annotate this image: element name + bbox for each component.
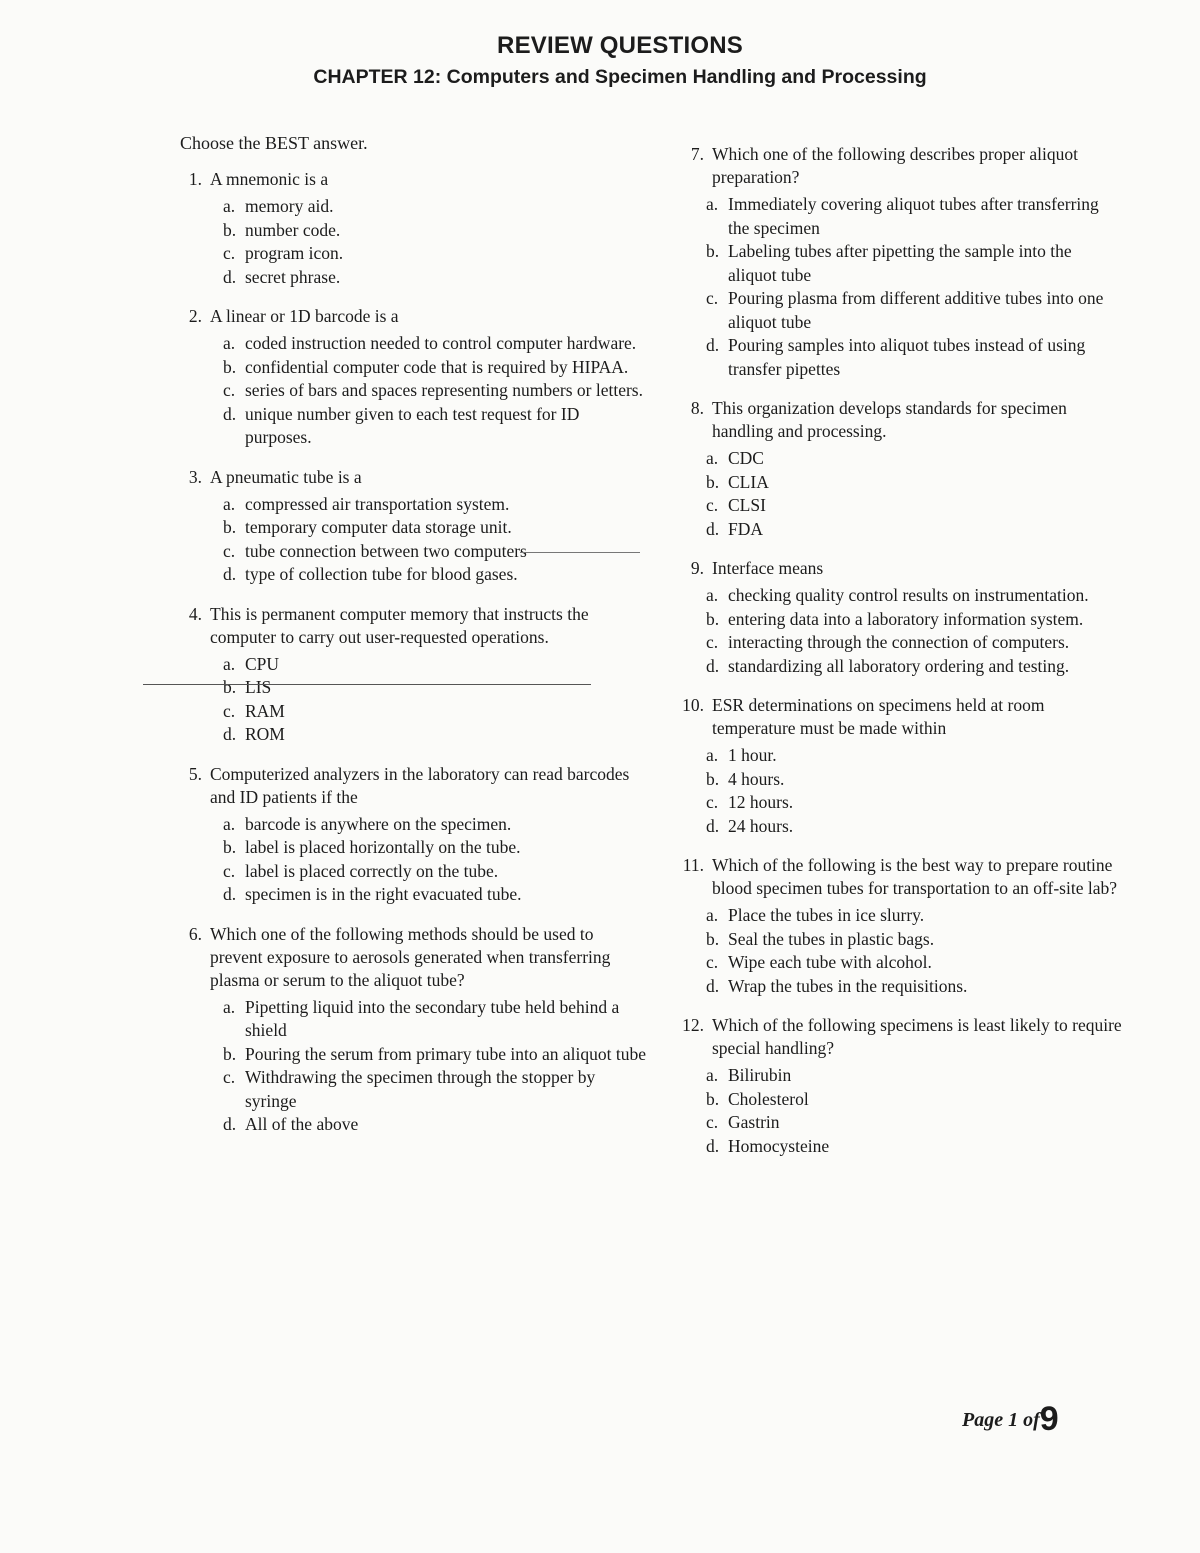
option-letter: b. — [223, 517, 237, 537]
question-6 — [178, 923, 648, 1137]
option-text: Pipetting liquid into the secondary tube held behind a shield — [245, 996, 620, 1040]
answer-option — [223, 653, 648, 677]
option-letter: b. — [706, 768, 720, 789]
question-stem — [672, 1014, 1122, 1060]
option-letter: c. — [223, 540, 236, 561]
answer-option — [706, 1135, 1122, 1159]
question-number: 3. — [188, 466, 202, 487]
option-letter: c. — [706, 1112, 719, 1132]
page-title: REVIEW QUESTIONS — [497, 32, 743, 59]
question-7 — [672, 143, 1122, 381]
option-text: temporary computer data storage unit. — [245, 517, 512, 537]
option-letter: a. — [223, 813, 236, 834]
option-letter: a. — [223, 996, 236, 1017]
answer-options — [672, 447, 1122, 541]
answer-option — [223, 1066, 648, 1113]
option-text: CLSI — [728, 495, 766, 515]
option-letter: d. — [223, 1114, 237, 1134]
option-text: barcode is anywhere on the specimen. — [245, 813, 512, 834]
question-stem — [672, 397, 1122, 443]
answer-option — [223, 883, 648, 907]
question-number: 11. — [682, 855, 704, 875]
answer-option — [223, 379, 648, 403]
option-letter: c. — [706, 792, 719, 812]
answer-option — [223, 676, 648, 700]
answer-option — [706, 1088, 1122, 1112]
option-text: Immediately covering aliquot tubes after transferring the specimen — [728, 194, 1099, 238]
question-text: Computerized analyzers in the laboratory can read barcodes and ID patients if the — [210, 763, 630, 807]
option-text: coded instruction needed to control computer hardware. — [245, 333, 637, 353]
option-letter: d. — [223, 403, 237, 424]
option-letter: a. — [223, 493, 236, 514]
answer-options — [672, 744, 1122, 838]
option-text: program icon. — [245, 243, 344, 263]
option-letter: a. — [706, 1065, 719, 1085]
option-letter: a. — [706, 585, 719, 605]
question-number: 2. — [188, 306, 202, 326]
question-stem — [178, 603, 648, 649]
answer-option — [223, 242, 648, 266]
question-8 — [672, 397, 1122, 541]
option-letter: a. — [223, 196, 236, 216]
answer-option — [706, 1111, 1122, 1135]
option-text: unique number given to each test request for ID purposes. — [245, 403, 580, 447]
option-text: ROM — [245, 724, 285, 744]
question-text: Which one of the following describes proper aliquot preparation? — [712, 144, 1078, 187]
question-number: 1. — [188, 169, 202, 189]
option-letter: a. — [223, 333, 236, 353]
chapter-subtitle: CHAPTER 12: Computers and Specimen Handling and Processing — [313, 66, 927, 88]
answer-option — [223, 700, 648, 724]
option-letter: b. — [223, 1043, 237, 1064]
option-text: entering data into a laboratory information system. — [728, 608, 1084, 629]
question-1 — [178, 168, 648, 289]
option-text: compressed air transportation system. — [245, 493, 510, 514]
option-letter: c. — [223, 380, 236, 400]
option-text: specimen is in the right evacuated tube. — [245, 884, 522, 904]
answer-option — [706, 494, 1122, 518]
answer-option — [223, 563, 648, 587]
answer-option — [223, 1113, 648, 1137]
option-text: Gastrin — [728, 1112, 780, 1132]
answer-options — [672, 193, 1122, 381]
answer-options — [178, 996, 648, 1137]
question-2 — [178, 305, 648, 450]
option-text: FDA — [728, 518, 764, 539]
page-number — [962, 1396, 1059, 1438]
option-text: Pouring the serum from primary tube into an aliquot tube — [245, 1043, 646, 1064]
answer-option — [223, 219, 648, 243]
option-text: 12 hours. — [728, 792, 794, 812]
answer-option — [706, 951, 1122, 975]
option-text: Pouring plasma from different additive tubes into one aliquot tube — [728, 288, 1104, 332]
answer-options — [672, 584, 1122, 678]
answer-option — [223, 1043, 648, 1067]
answer-options — [178, 332, 648, 450]
option-letter: a. — [706, 905, 719, 925]
option-letter: a. — [706, 448, 719, 468]
option-letter: d. — [706, 815, 720, 836]
option-letter: d. — [706, 975, 720, 996]
option-letter: c. — [223, 243, 236, 263]
option-text: standardizing all laboratory ordering and testing. — [728, 655, 1070, 676]
question-text: Interface means — [712, 558, 824, 578]
option-text: Labeling tubes after pipetting the sample into the aliquot tube — [728, 241, 1072, 285]
answer-option — [706, 975, 1122, 999]
question-number: 9. — [690, 558, 704, 578]
answer-options — [178, 195, 648, 289]
question-stem — [672, 854, 1122, 900]
option-letter: b. — [223, 219, 237, 240]
option-text: type of collection tube for blood gases. — [245, 564, 518, 584]
question-4 — [178, 603, 648, 747]
option-letter: d. — [706, 335, 720, 355]
option-text: memory aid. — [245, 196, 334, 216]
answer-option — [223, 332, 648, 356]
answer-option — [223, 996, 648, 1043]
question-9 — [672, 557, 1122, 678]
question-text: A mnemonic is a — [210, 169, 329, 189]
question-number: 4. — [188, 603, 202, 624]
question-text: ESR determinations on specimens held at room temperature must be made within — [712, 695, 1045, 738]
answer-options — [178, 813, 648, 907]
option-letter: c. — [223, 860, 236, 881]
answer-option — [706, 193, 1122, 240]
answer-option — [706, 791, 1122, 815]
separator-rule — [143, 684, 591, 685]
question-number: 8. — [690, 398, 704, 418]
option-letter: b. — [706, 471, 720, 492]
short-rule — [520, 552, 640, 553]
option-text: 24 hours. — [728, 815, 794, 836]
answer-option — [706, 287, 1122, 334]
option-text: RAM — [245, 700, 285, 721]
answer-option — [706, 584, 1122, 608]
answer-option — [223, 403, 648, 450]
option-letter: b. — [223, 837, 237, 857]
answer-option — [223, 356, 648, 380]
option-text: interacting through the connection of computers. — [728, 632, 1070, 652]
answer-option — [706, 471, 1122, 495]
option-text: LIS — [245, 677, 272, 697]
option-letter: b. — [706, 928, 720, 949]
option-letter: c. — [223, 700, 236, 721]
question-number: 10. — [682, 695, 704, 715]
option-text: CPU — [245, 653, 280, 674]
question-12 — [672, 1014, 1122, 1158]
option-text: Withdrawing the specimen through the stopper by syringe — [245, 1067, 596, 1111]
option-text: number code. — [245, 219, 341, 240]
question-stem — [178, 168, 648, 191]
answer-option — [706, 447, 1122, 471]
question-text: This is permanent computer memory that instructs the computer to carry out user-requested operations. — [210, 603, 589, 647]
answer-option — [223, 860, 648, 884]
page-label: Page 1 of — [962, 1409, 1040, 1431]
question-number: 12. — [682, 1015, 704, 1035]
question-11 — [672, 854, 1122, 998]
question-number: 5. — [188, 763, 202, 784]
question-text: Which one of the following methods should be used to prevent exposure to aerosols generated when transferring plasma or serum to the aliquot tube? — [210, 923, 611, 990]
option-letter: d. — [223, 564, 237, 584]
answer-option — [223, 723, 648, 747]
option-letter: b. — [706, 241, 720, 261]
option-letter: a. — [223, 653, 236, 674]
question-text: This organization develops standards for specimen handling and processing. — [712, 398, 1067, 441]
answer-option — [706, 904, 1122, 928]
option-text: series of bars and spaces representing numbers or letters. — [245, 380, 643, 400]
question-stem — [672, 557, 1122, 580]
question-3 — [178, 466, 648, 587]
option-text: CLIA — [728, 471, 769, 492]
option-text: Cholesterol — [728, 1088, 809, 1109]
answer-option — [223, 516, 648, 540]
option-letter: a. — [706, 745, 719, 765]
answer-option — [223, 493, 648, 517]
question-stem — [672, 694, 1122, 740]
answer-option — [223, 836, 648, 860]
answer-option — [706, 655, 1122, 679]
question-text: Which of the following is the best way to prepare routine blood specimen tubes for transportation to an off-site lab? — [712, 855, 1117, 898]
option-letter: c. — [223, 1067, 236, 1087]
option-letter: d. — [223, 724, 237, 744]
option-letter: d. — [706, 655, 720, 676]
option-text: checking quality control results on instrumentation. — [728, 585, 1089, 605]
option-text: label is placed correctly on the tube. — [245, 860, 499, 881]
right-column — [672, 143, 1122, 1174]
option-letter: c. — [706, 632, 719, 652]
option-letter: d. — [706, 518, 720, 539]
answer-option — [223, 266, 648, 290]
answer-option — [706, 240, 1122, 287]
option-letter: b. — [706, 1088, 720, 1109]
answer-option — [706, 334, 1122, 381]
option-text: confidential computer code that is required by HIPAA. — [245, 356, 629, 377]
answer-option — [706, 928, 1122, 952]
option-letter: b. — [223, 356, 237, 377]
answer-option — [706, 631, 1122, 655]
question-number: 7. — [690, 144, 704, 164]
answer-option — [706, 744, 1122, 768]
left-column — [178, 133, 648, 1153]
question-text: A pneumatic tube is a — [210, 466, 362, 487]
option-text: Pouring samples into aliquot tubes instead of using transfer pipettes — [728, 335, 1086, 379]
option-text: secret phrase. — [245, 266, 341, 287]
answer-option — [706, 518, 1122, 542]
question-stem — [672, 143, 1122, 189]
answer-options — [178, 653, 648, 747]
option-letter: d. — [706, 1135, 720, 1156]
answer-options — [672, 904, 1122, 998]
answer-option — [706, 608, 1122, 632]
answer-option — [706, 815, 1122, 839]
answer-option — [223, 195, 648, 219]
answer-options — [178, 493, 648, 587]
option-text: Bilirubin — [728, 1065, 792, 1085]
option-letter: a. — [706, 194, 719, 214]
question-stem — [178, 763, 648, 809]
option-text: Place the tubes in ice slurry. — [728, 905, 925, 925]
option-text: CDC — [728, 448, 764, 468]
option-letter: b. — [706, 608, 720, 629]
option-text: 1 hour. — [728, 745, 777, 765]
option-text: label is placed horizontally on the tube. — [245, 837, 521, 857]
answer-option — [706, 768, 1122, 792]
question-text: Which of the following specimens is least likely to require special handling? — [712, 1015, 1122, 1058]
option-text: 4 hours. — [728, 768, 785, 789]
instructions: Choose the BEST answer. — [180, 133, 368, 153]
option-letter: c. — [706, 952, 719, 972]
option-text: Seal the tubes in plastic bags. — [728, 928, 935, 949]
question-5 — [178, 763, 648, 907]
option-text: tube connection between two computers — [245, 540, 527, 561]
option-letter: c. — [706, 288, 719, 308]
page-total: 9 — [1039, 1400, 1059, 1438]
question-stem — [178, 305, 648, 328]
answer-options — [672, 1064, 1122, 1158]
option-text: All of the above — [245, 1114, 359, 1134]
option-text: Homocysteine — [728, 1135, 830, 1156]
option-letter: d. — [223, 266, 237, 287]
option-letter: b. — [223, 677, 237, 697]
answer-option — [706, 1064, 1122, 1088]
question-stem — [178, 923, 648, 992]
option-letter: d. — [223, 884, 237, 904]
question-10 — [672, 694, 1122, 838]
option-text: Wipe each tube with alcohol. — [728, 952, 932, 972]
answer-option — [223, 813, 648, 837]
question-number: 6. — [188, 923, 202, 944]
question-text: A linear or 1D barcode is a — [210, 306, 399, 326]
option-text: Wrap the tubes in the requisitions. — [728, 975, 968, 996]
option-letter: c. — [706, 495, 719, 515]
question-stem — [178, 466, 648, 489]
